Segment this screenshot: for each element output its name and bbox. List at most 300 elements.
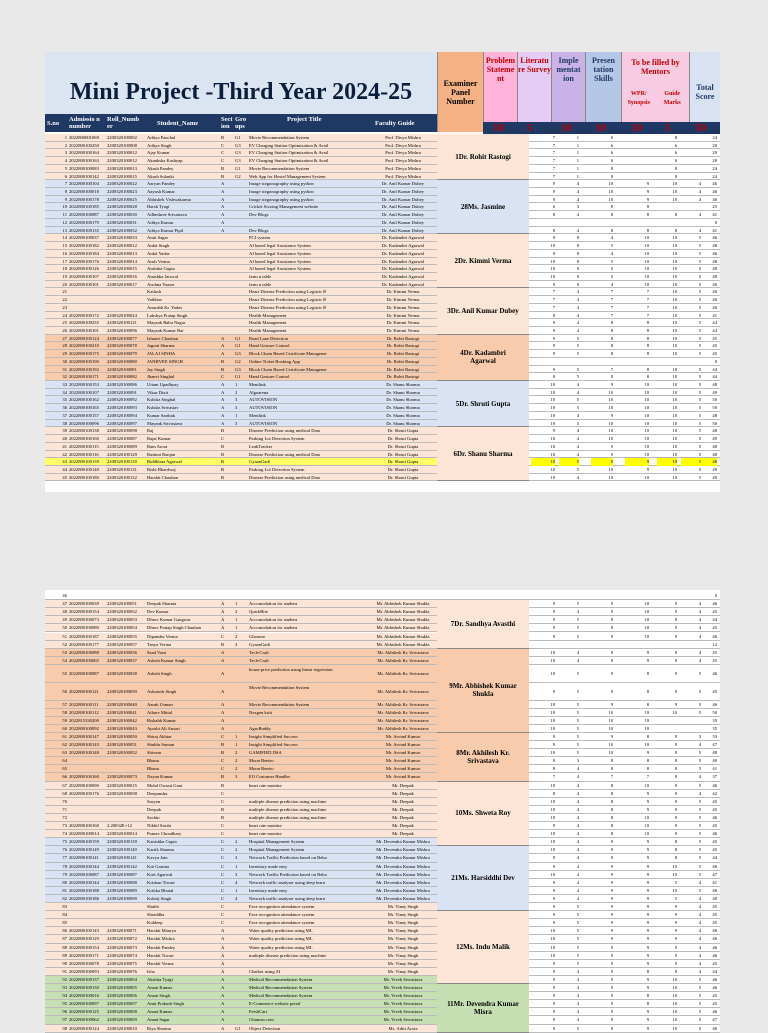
cell-mark: 10	[608, 709, 613, 715]
cell-faculty: Dr. Rohit Rastogi	[386, 374, 420, 380]
cell-mark: 5	[610, 258, 613, 264]
cell-total: 44	[712, 855, 717, 861]
cell-roll: 2200320100040	[107, 701, 137, 707]
table-row	[45, 134, 720, 142]
cell-name: Rishi Bhardwaj	[147, 466, 176, 472]
cell-total: 40	[712, 895, 717, 901]
cell-mark: 9	[646, 976, 649, 982]
table-row	[45, 1000, 720, 1008]
cell-roll: 2200320100054	[107, 625, 137, 631]
cell-roll: 2200320100012	[107, 243, 137, 249]
table-row	[45, 665, 720, 683]
cell-faculty: Mr. Abhishek Kumar Shukla	[376, 609, 430, 615]
cell-sno: 87	[62, 936, 67, 942]
cell-name: Jay Singh	[147, 366, 165, 372]
cell-mark: 9	[674, 657, 677, 663]
cell-mark: 8	[674, 839, 677, 845]
cell-mark: 9	[610, 993, 613, 999]
cell-sno: 83	[62, 904, 67, 910]
cell-mark: 5	[698, 382, 701, 388]
table-row	[45, 717, 720, 725]
cell-mark: 10	[550, 436, 555, 442]
cell-total: 33	[712, 733, 717, 739]
cell-admission: 2022800100014	[69, 831, 99, 837]
table-row	[45, 443, 720, 451]
cell-admission: 2022800100112	[69, 709, 99, 715]
cell-mark: 10	[672, 243, 677, 249]
examiner-panel-header	[437, 52, 483, 132]
cell-project: LeakTracker	[249, 443, 273, 449]
cell-mark: 9	[646, 912, 649, 918]
cell-mark: 9	[610, 1017, 613, 1023]
cell-mark: 9	[674, 798, 677, 804]
cell-mark: 8	[674, 766, 677, 772]
cell-project: AgroBuddy	[249, 725, 271, 731]
cell-project: Dev Blogs	[249, 212, 269, 218]
cell-roll: 2200320100052	[107, 750, 137, 756]
cell-project: FreshCart	[249, 1009, 268, 1015]
cell-mark: 9	[552, 920, 555, 926]
cell-mark: 5	[698, 887, 701, 893]
cell-section: A	[221, 617, 225, 623]
cell-name: Kanishka Gupta	[147, 839, 177, 845]
cell-section: A	[221, 960, 225, 966]
cell-section: A	[221, 976, 225, 982]
cell-admission: 2022800100163	[69, 158, 99, 164]
cell-section: B	[221, 459, 225, 465]
cell-roll: 2200320100077	[107, 335, 137, 341]
cell-faculty: Dr. Rohit Rastogi	[386, 343, 420, 349]
table-row	[45, 919, 720, 927]
cell-total: 12	[712, 641, 717, 647]
cell-project: farm n table	[249, 273, 272, 279]
cell-project: EV Charging Station Optimization & Avail	[249, 158, 329, 164]
cell-mark: 9	[610, 839, 613, 845]
cell-mark: 5	[576, 420, 579, 426]
cell-mark: 7	[552, 289, 555, 295]
cell-mark: 5	[698, 863, 701, 869]
cell-sno: 22	[62, 297, 67, 303]
cell-project: Image stegonography using python	[249, 181, 314, 187]
cell-mark: 5	[576, 617, 579, 623]
cell-total: 48	[712, 412, 717, 418]
cell-section: A	[221, 952, 225, 958]
cell-mark: 10	[672, 312, 677, 318]
cell-name: Shubh	[147, 904, 159, 910]
cell-section: C	[221, 839, 225, 845]
cell-project: Parking Lot Detection System	[249, 436, 305, 442]
cell-name: Harshit Pandey	[147, 944, 176, 950]
cell-admission: 2022800100129	[69, 936, 99, 942]
cell-mark: 10	[550, 389, 555, 395]
table-row	[45, 389, 720, 397]
cell-mark: 9	[610, 443, 613, 449]
cell-total: 46	[712, 887, 717, 893]
table-row	[45, 649, 720, 657]
cell-total: 45	[712, 847, 717, 853]
cell-section: A	[221, 649, 225, 655]
cell-mark: 4	[698, 904, 701, 910]
cell-mark: 7	[552, 158, 555, 164]
cell-mark: 10	[550, 944, 555, 950]
column-header-row	[45, 114, 437, 132]
table-row	[45, 312, 720, 320]
cell-mark: 5	[698, 389, 701, 395]
cell-mark: 10	[644, 742, 649, 748]
cell-admission: 2022800100160	[69, 774, 99, 780]
table-row	[45, 265, 720, 273]
cell-section: B	[221, 742, 225, 748]
cell-sno: 19	[62, 273, 67, 279]
cell-total: 46	[712, 985, 717, 991]
cell-mark: 8	[646, 204, 649, 210]
cell-roll: 2200320100071	[107, 928, 137, 934]
cell-total: 40	[712, 304, 717, 310]
cell-mark: 5	[576, 952, 579, 958]
cell-roll: 2200320100017	[107, 281, 137, 287]
cell-name: Adheshree Srivastava	[147, 212, 187, 218]
cell-project: PCI system	[249, 235, 271, 241]
cell-mark: 9	[610, 985, 613, 991]
examiner-panel-label: Examiner Panel Number	[443, 78, 478, 106]
cell-admission: 2022800100188	[69, 887, 99, 893]
table-row	[45, 149, 720, 157]
cell-sno: 93	[62, 985, 67, 991]
cell-mark: 6	[610, 135, 613, 140]
cell-total: 46	[712, 633, 717, 639]
cell-total: 44	[712, 320, 717, 326]
mentors-header	[621, 52, 689, 132]
cell-section: A	[221, 204, 225, 210]
cell-section: A	[221, 196, 225, 202]
cell-mark: 10	[644, 235, 649, 241]
cell-name: Nikhil Sirohi	[147, 823, 172, 829]
cell-mark: 5	[576, 904, 579, 910]
cell-project: EV Charging Station Optimization & Avail	[249, 142, 329, 148]
cell-mark: 9	[552, 855, 555, 861]
cell-admission: 2022800100104	[69, 181, 99, 187]
cell-group: 1	[235, 863, 238, 869]
cell-admission: 2022800100083	[69, 165, 99, 171]
cell-project: heart rate monitor	[249, 782, 282, 788]
table-row	[45, 296, 720, 304]
cell-mark: 9	[552, 196, 555, 202]
cell-total: 24	[712, 165, 717, 171]
cell-project: Heart Disease Prediction using Logistic R	[249, 297, 327, 303]
cell-faculty: Mr. Abhishek Kumar Shukla	[376, 625, 430, 631]
cell-total: 46	[712, 928, 717, 934]
cell-admission: 2022800100080	[69, 625, 99, 631]
cell-mark: 9	[674, 814, 677, 820]
cell-section: A	[221, 382, 225, 388]
cell-mark: 3	[698, 733, 701, 739]
cell-faculty: Mr. Arvind Kumar	[385, 758, 421, 764]
cell-total: 46	[712, 250, 717, 256]
cell-mark: 9	[610, 871, 613, 877]
cell-section: B	[221, 165, 225, 171]
cell-mark: 5	[698, 839, 701, 845]
cell-roll: 2200320100130	[107, 459, 137, 465]
cell-name: Dev Kumar	[147, 609, 169, 615]
cell-mark: 10	[550, 474, 555, 480]
cell-admission: 2022800100154	[69, 944, 99, 950]
cell-mark: 4	[576, 212, 579, 218]
col-admission: Admissio n number	[69, 116, 100, 130]
literature-survey-label: Literatu re Survey	[518, 56, 551, 74]
cell-project: Chatbot using AI	[249, 968, 281, 974]
cell-admission: 2022800100087	[69, 212, 99, 218]
cell-mark: 9	[552, 1009, 555, 1015]
cell-mark: 4	[698, 895, 701, 901]
cell-name: Kshitiz Srivastav	[147, 405, 179, 411]
cell-section: A	[221, 412, 225, 418]
cell-mark: 10	[672, 976, 677, 982]
cell-roll: 2200320100013	[107, 165, 137, 171]
cell-sno: 27	[62, 335, 67, 341]
cell-mark: 4	[576, 847, 579, 853]
cell-name: Rashmi Ranjan	[147, 451, 176, 457]
cell-mark: 5	[698, 405, 701, 411]
cell-admission: 2022800100092	[69, 725, 99, 731]
cell-project: Medical Recommendation System	[249, 985, 313, 991]
cell-admission: 2022800100171	[69, 952, 99, 958]
cell-total: 46	[712, 189, 717, 195]
cell-mark: 4	[576, 839, 579, 845]
cell-section: C	[221, 158, 225, 164]
cell-faculty: Dr. Rohit Rastogi	[386, 351, 420, 357]
cell-mark: 5	[698, 258, 701, 264]
cell-sno: 63	[62, 750, 67, 756]
max-mark: 10	[631, 122, 642, 134]
cell-mark: 10	[550, 831, 555, 837]
cell-sno: 80	[62, 879, 67, 885]
examiner-panel: 7Dr. Sandhya Avasthi	[437, 600, 529, 649]
cell-sno: 74	[62, 831, 67, 837]
cell-admission: 2022800100149	[69, 847, 99, 853]
cell-mark: 9	[552, 189, 555, 195]
cell-section: C	[221, 895, 225, 901]
examiner-panel: 11Mr. Devendra Kumar Misra	[437, 984, 529, 1033]
cell-mark: 9	[552, 879, 555, 885]
cell-mark: 10	[550, 839, 555, 845]
cell-group: 2	[235, 750, 238, 756]
table-row	[45, 327, 720, 335]
cell-admission: 2022800100039	[69, 601, 99, 607]
cell-section: C	[221, 733, 225, 739]
cell-mark: 10	[672, 250, 677, 256]
cell-total: 49	[712, 466, 717, 472]
cell-mark: 7	[552, 165, 555, 171]
cell-name: Ayushi Ali Ansari	[147, 725, 180, 731]
cell-mark: 8	[552, 790, 555, 796]
cell-section: C	[221, 150, 225, 156]
cell-faculty: Mr. Vinay Singh	[387, 928, 419, 934]
cell-mark: 10	[644, 405, 649, 411]
cell-group: 3	[235, 420, 238, 426]
cell-name: Harshit Maurya	[147, 928, 176, 934]
table-row	[45, 1016, 720, 1024]
cell-admission: 2022800001069	[69, 135, 99, 140]
cell-admission: 2022800100126	[69, 266, 99, 272]
table-row	[45, 420, 720, 428]
cell-mark: 10	[608, 742, 613, 748]
cell-section: B	[221, 782, 225, 788]
cell-mark: 9	[646, 855, 649, 861]
cell-total: 48	[712, 428, 717, 434]
cell-mark: 9	[674, 609, 677, 615]
cell-mark: 10	[608, 420, 613, 426]
cell-sno: 57	[62, 701, 67, 707]
table-row	[45, 773, 720, 781]
cell-name: Shiraj Akhtar	[147, 733, 172, 739]
cell-total: 48	[712, 382, 717, 388]
cell-roll: 2200320100014	[107, 831, 137, 837]
cell-faculty: Dr. Kadambri Agarwal	[382, 273, 424, 279]
cell-name: Vaibhav	[147, 297, 163, 303]
cell-mark: 5	[698, 281, 701, 287]
cell-mark: 4	[698, 212, 701, 218]
cell-name: Dipanshu Verma	[147, 633, 178, 639]
cell-sno: 30	[62, 358, 67, 364]
table-row	[45, 180, 720, 188]
cell-mark: 8	[674, 165, 677, 171]
table-row	[45, 814, 720, 822]
cell-mark: 5	[698, 451, 701, 457]
cell-mark: 9	[646, 952, 649, 958]
cell-project: Image stegonography using python	[249, 189, 314, 195]
cell-total: 0	[714, 593, 717, 598]
cell-mark: 9	[552, 960, 555, 966]
cell-total: 44	[712, 366, 717, 372]
table-row	[45, 992, 720, 1000]
cell-mark: 9	[552, 366, 555, 372]
cell-project: Insight Simplified Success	[249, 742, 298, 748]
cell-mark: 1	[576, 135, 579, 140]
cell-sno: 33	[62, 382, 67, 388]
cell-mark: 1	[576, 150, 579, 156]
cell-roll: 2200320100022	[107, 181, 137, 187]
cell-total: 46	[712, 235, 717, 241]
cell-mark: 5	[698, 351, 701, 357]
cell-faculty: Dr. Kadambri Agarwal	[382, 266, 424, 272]
cell-section: B	[221, 173, 225, 179]
cell-group: 1	[235, 742, 238, 748]
cell-mark: 9	[610, 657, 613, 663]
cell-name: Kailash	[147, 289, 162, 295]
cell-section: C	[221, 863, 225, 869]
cell-total: 45	[712, 960, 717, 966]
cell-mark: 9	[674, 952, 677, 958]
cell-faculty: Mr. Vivek Srivastava	[383, 985, 423, 991]
cell-mark: 8	[552, 766, 555, 772]
cell-admission: 2022800100186	[69, 895, 99, 901]
cell-total: 50	[712, 709, 717, 715]
cell-section: B	[221, 774, 225, 780]
cell-mark: 10	[550, 750, 555, 756]
cell-admission: 2022800100175	[69, 351, 99, 357]
cell-section: A	[221, 688, 225, 694]
cell-sno: 35	[62, 397, 67, 403]
cell-group: 1	[235, 733, 238, 739]
cell-total: 25	[712, 204, 717, 210]
cell-mark: 10	[644, 397, 649, 403]
cell-name: Shraddha	[147, 912, 165, 918]
cell-project: Hospital Management System	[249, 847, 305, 853]
cell-faculty: Dr. Kadambri Agarwal	[382, 250, 424, 256]
cell-project: Health Management	[249, 328, 287, 333]
cell-mark: 10	[644, 382, 649, 388]
cell-mark: 4	[576, 863, 579, 869]
cell-mark: 5	[698, 397, 701, 403]
cell-roll: 2200320100073	[107, 944, 137, 950]
cell-section: A	[221, 701, 225, 707]
cell-project: Mentlink	[249, 382, 266, 388]
cell-sno: 44	[62, 466, 67, 472]
cell-mark: 9	[674, 790, 677, 796]
cell-mark: 9	[625, 458, 649, 466]
table-row	[45, 196, 720, 204]
cell-project: Block Chain Based Certificate Manageme	[249, 366, 327, 372]
cell-mark: 10	[550, 382, 555, 388]
cell-mark: 10	[644, 412, 649, 418]
cell-mark: 7	[552, 135, 555, 140]
cell-group: G1	[235, 165, 241, 171]
cell-mark: 9	[646, 887, 649, 893]
cell-faculty: Ms. Aditi Arora	[388, 1025, 418, 1031]
cell-roll: 2200320100051	[107, 601, 137, 607]
cell-mark: 5	[576, 709, 579, 715]
cell-sno: 8	[64, 189, 67, 195]
cell-roll: 2200320100058	[107, 790, 137, 796]
cell-mark: 8	[610, 173, 613, 179]
cell-mark: 9	[674, 920, 677, 926]
cell-section: A	[221, 709, 225, 715]
cell-faculty: Dr. Anil Kumar Dubey	[381, 204, 425, 210]
cell-roll: 2200320100097	[107, 420, 137, 426]
cell-mark: 8	[576, 281, 579, 287]
cell-mark: 9	[610, 701, 613, 707]
cell-faculty: Mr. Devendra Kumar Mishra	[376, 863, 430, 869]
cell-mark: 5	[698, 688, 701, 694]
cell-roll: 2200320100094	[107, 412, 137, 418]
cell-mark: 5	[576, 366, 579, 372]
cell-admission: 2022800100088	[69, 649, 99, 655]
cell-name: JANHVEE SINGH	[147, 358, 183, 364]
cell-mark: 7	[552, 774, 555, 780]
cell-name: Akash Solanki	[147, 173, 174, 179]
cell-name: Mayank Kumar Rai	[147, 328, 184, 333]
cell-total: 45	[712, 657, 717, 663]
cell-faculty: Mr. Arvind Kumar	[385, 733, 421, 739]
wpr-label: WPR/ Synopsis	[627, 91, 650, 106]
cell-name: Shivam	[147, 750, 162, 756]
cell-mark: 10	[672, 366, 677, 372]
cell-mark: 9	[646, 1017, 649, 1023]
cell-roll: 2200320100015	[107, 782, 137, 788]
cell-mark: 4	[576, 189, 579, 195]
cell-mark: 9	[610, 936, 613, 942]
cell-mark: 10	[644, 443, 649, 449]
cell-mark: 9	[610, 451, 613, 457]
cell-mark: 10	[672, 1001, 677, 1007]
table-row	[45, 165, 720, 173]
cell-mark: 5	[698, 855, 701, 861]
cell-mark: 7	[552, 173, 555, 179]
max-mark: 5	[527, 122, 533, 134]
cell-roll: 2200320100010	[107, 1025, 137, 1031]
cell-mark: 10	[644, 633, 649, 639]
cell-mark: 8	[646, 993, 649, 999]
